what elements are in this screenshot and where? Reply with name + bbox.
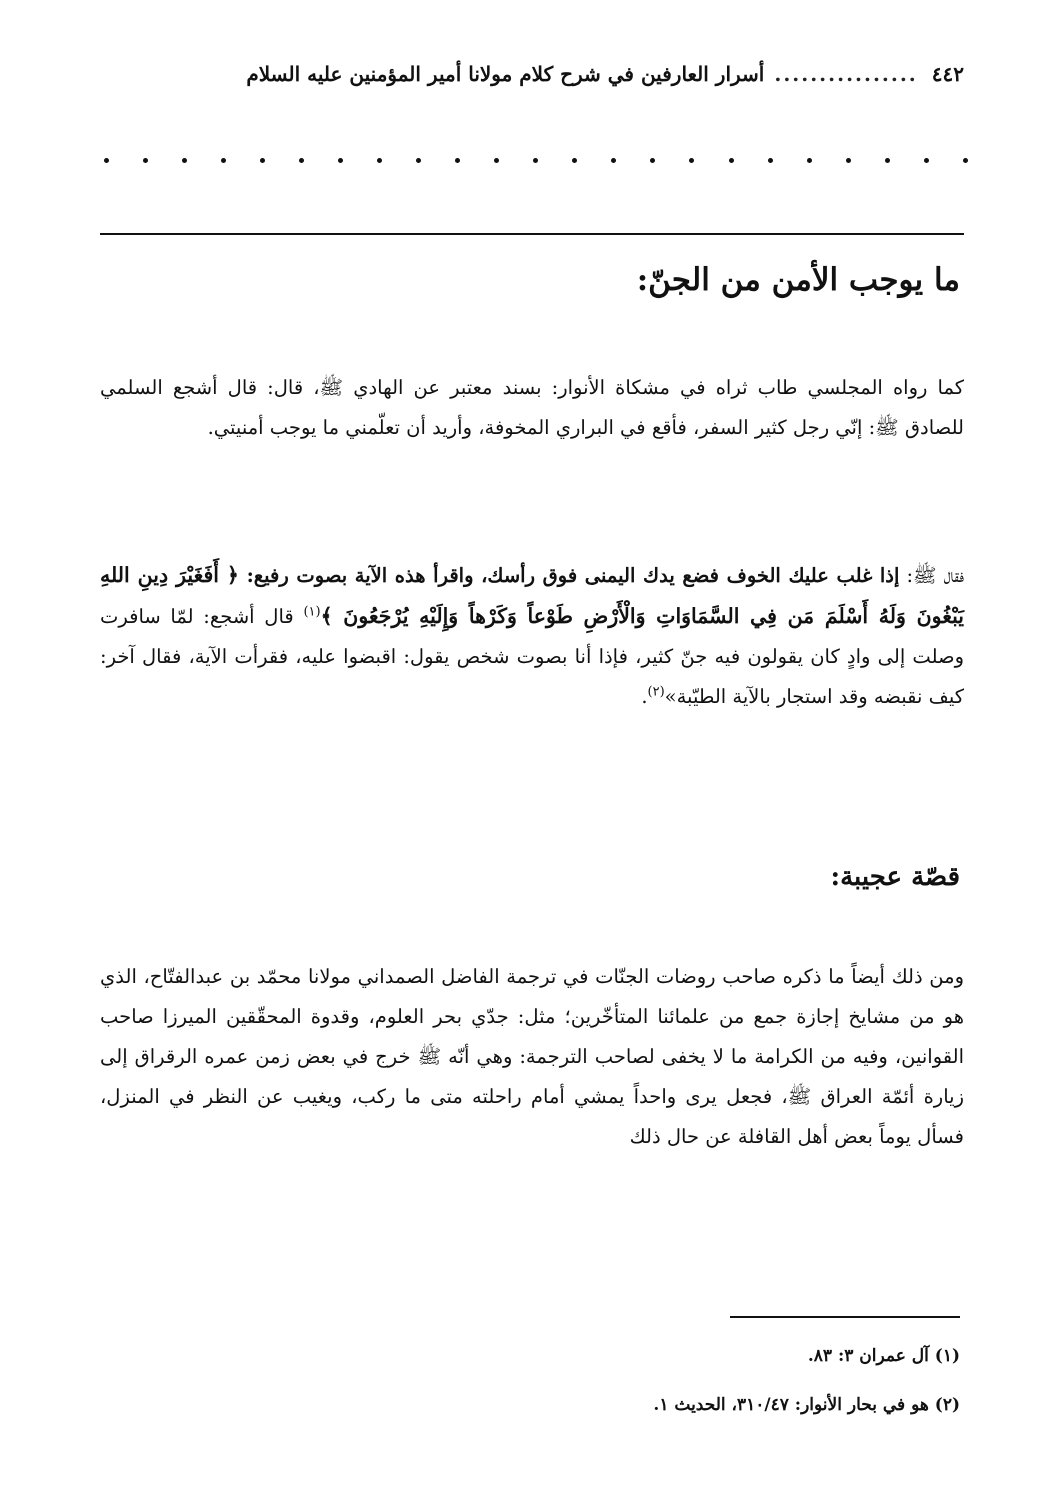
footnote-divider (730, 1316, 960, 1318)
ornament-dot (846, 158, 851, 163)
ornament-dot (689, 158, 694, 163)
paragraph-narration: كما رواه المجلسي طاب ثراه في مشكاة الأنوار: بسند معتبر عن الهادي ﷺ، قال: قال أشجع السلمي للصادق ﷺ: إنّي رجل كثير السفر، فأقع في البراري المخوفة، وأريد أن تعلّمني ما يوجب أمنيتي. (100, 375, 964, 439)
ornamental-dot-row (104, 150, 968, 170)
page-number: ٤٤٢ (931, 62, 964, 86)
ornament-dot (572, 158, 577, 163)
ornament-dot (533, 158, 538, 163)
ornament-dot (338, 158, 343, 163)
paragraph-imam-answer (100, 555, 964, 717)
ornament-dot (299, 158, 304, 163)
section-heading-strange-story: قصّة عجيبة: (830, 862, 960, 892)
answer-bold-text: إذا غلب عليك الخوف فضع يدك اليمنى فوق رأسك، واقرأ هذه الآية بصوت رفيع: (238, 563, 900, 587)
running-header (100, 54, 964, 94)
ornament-dot (494, 158, 499, 163)
ornament-dot (260, 158, 265, 163)
ornament-dot (729, 158, 734, 163)
ornament-dot (768, 158, 773, 163)
ornament-dot (104, 158, 109, 163)
answer-continuation: قال أشجع: لمّا سافرت وصلت إلى وادٍ كان يقولون فيه جنّ كثير، فإذا أنا بصوت شخص يقول: اقبضوا عليه، فقرأت الآية، فقال آخر: كيف نقبضه وقد استجار بالآية الطيّبة» (100, 604, 964, 708)
ornament-dot (143, 158, 148, 163)
answer-end-punctuation: . (641, 684, 648, 708)
ornament-dot (885, 158, 890, 163)
ornament-dot (807, 158, 812, 163)
running-title: أسرار العارفين في شرح كلام مولانا أمير المؤمنين عليه السلام (246, 62, 765, 86)
section-divider (100, 233, 964, 235)
ornament-dot (924, 158, 929, 163)
footnote-2: (٢) هو في بحار الأنوار: ٣١٠/٤٧، الحديث ١. (653, 1395, 960, 1415)
ornament-dot (455, 158, 460, 163)
ornament-dot (182, 158, 187, 163)
ornament-dot (416, 158, 421, 163)
footnote-ref-1: (١) (303, 604, 321, 619)
section-heading-jinn-safety: ما يوجب الأمن من الجنّ: (636, 262, 960, 298)
ornament-dot (963, 158, 968, 163)
ornament-dot (377, 158, 382, 163)
leader-dots: ................ (774, 62, 918, 86)
ornament-dot (221, 158, 226, 163)
quran-verse: ﴿ أَفَغَيْرَ دِينِ اللهِ يَبْغُونَ وَلَهُ أَسْلَمَ مَن فِي السَّمَاوَاتِ وَالْأَرْضِ طَوْعاً وَكَرْهاً وَإِلَيْهِ يُرْجَعُونَ ﴾ (100, 562, 964, 628)
ornament-dot (650, 158, 655, 163)
paragraph-story: ومن ذلك أيضاً ما ذكره صاحب روضات الجنّات في ترجمة الفاضل الصمداني مولانا محمّد بن عبدالفتّاح، الذي هو من مشايخ إجازة جمع من علمائنا المتأخّرين؛ مثل: جدّي بحر العلوم، وقدوة المحقّقين الميرزا صاحب القوانين، وفيه من الكرامة ما لا يخفى لصاحب الترجمة: وهي أنّه ﷺ خرج في بعض زمن عمره الرقراق إلى زيارة أئمّة العراق ﷺ، فجعل يرى واحداً يمشي أمام راحلته متى ما ركب، ويغيب عن النظر في المنزل، فسأل يوماً بعض أهل القافلة عن حال ذلك (100, 964, 964, 1148)
footnote-ref-2: (٢) (647, 684, 665, 699)
ornament-dot (611, 158, 616, 163)
footnote-1: (١) آل عمران ٣: ٨٣. (807, 1346, 960, 1366)
answer-intro: فقال ﷺ: (899, 563, 965, 587)
